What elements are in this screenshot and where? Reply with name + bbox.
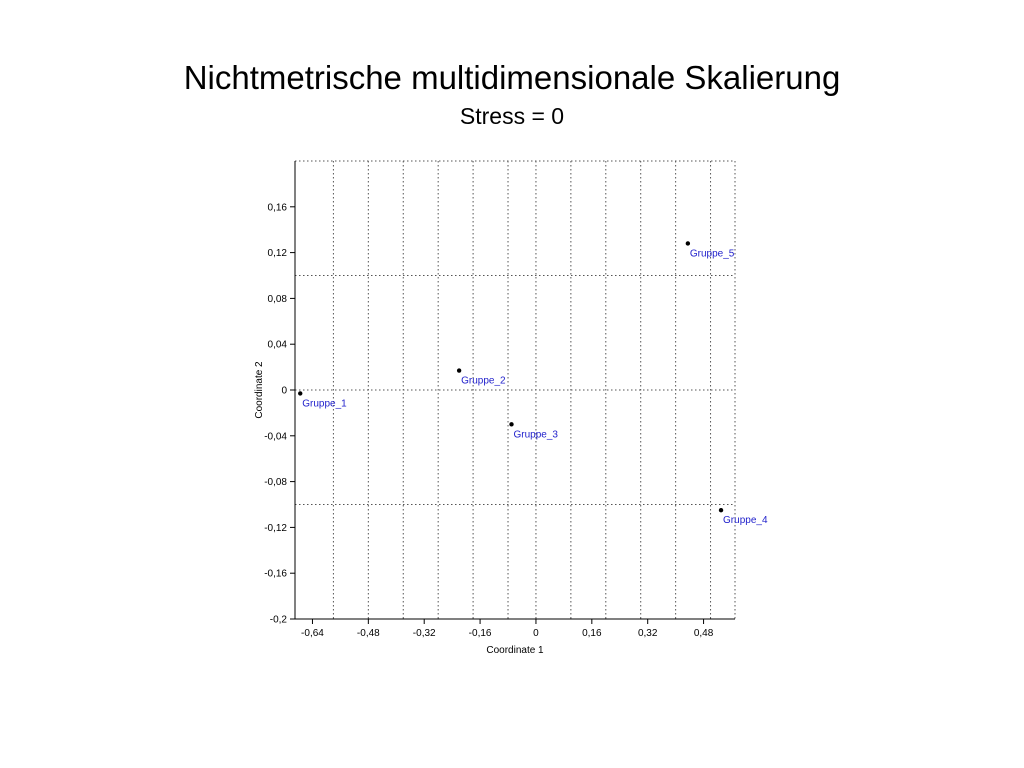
ticks	[264, 202, 714, 639]
x-tick-label: 0,48	[693, 628, 714, 639]
data-point	[686, 241, 690, 245]
data-point-label: Gruppe_4	[723, 515, 768, 527]
data-point	[298, 391, 302, 395]
data-point-label: Gruppe_2	[461, 375, 506, 387]
data-point	[509, 422, 513, 426]
data-point-label: Gruppe_5	[689, 248, 735, 260]
x-tick-label: -0,48	[356, 628, 380, 639]
x-axis-title: Coordinate 1	[486, 645, 544, 656]
y-tick-label: -0,08	[264, 477, 287, 489]
data-point-label: Gruppe_3	[513, 429, 558, 441]
chart-subtitle: Stress = 0	[459, 103, 565, 129]
x-tick-label: 0	[533, 628, 539, 639]
y-tick-label: -0,2	[269, 614, 287, 626]
chart-title: Nichtmetrische multidimensionale Skalierung	[183, 59, 841, 96]
y-tick-label: -0,04	[264, 431, 287, 443]
x-tick-label: 0,16	[582, 628, 602, 639]
y-tick-label: 0,08	[267, 293, 287, 305]
y-axis-title: Coordinate 2	[254, 361, 265, 419]
x-tick-label: -0,64	[301, 628, 324, 639]
x-tick-label: 0,32	[637, 628, 658, 639]
grid	[295, 161, 735, 619]
x-tick-label: -0,16	[468, 628, 492, 639]
data-point-label: Gruppe_1	[302, 398, 347, 410]
y-tick-label: 0,12	[267, 248, 287, 260]
x-tick-label: -0,32	[412, 628, 436, 639]
y-tick-label: -0,12	[264, 522, 287, 534]
data-point	[457, 368, 461, 372]
data-points	[298, 241, 768, 526]
y-tick-label: 0,04	[267, 339, 287, 351]
y-tick-label: 0,16	[267, 202, 287, 214]
y-tick-label: -0,16	[264, 568, 287, 580]
y-tick-label: 0	[281, 385, 287, 397]
data-point	[719, 508, 723, 512]
